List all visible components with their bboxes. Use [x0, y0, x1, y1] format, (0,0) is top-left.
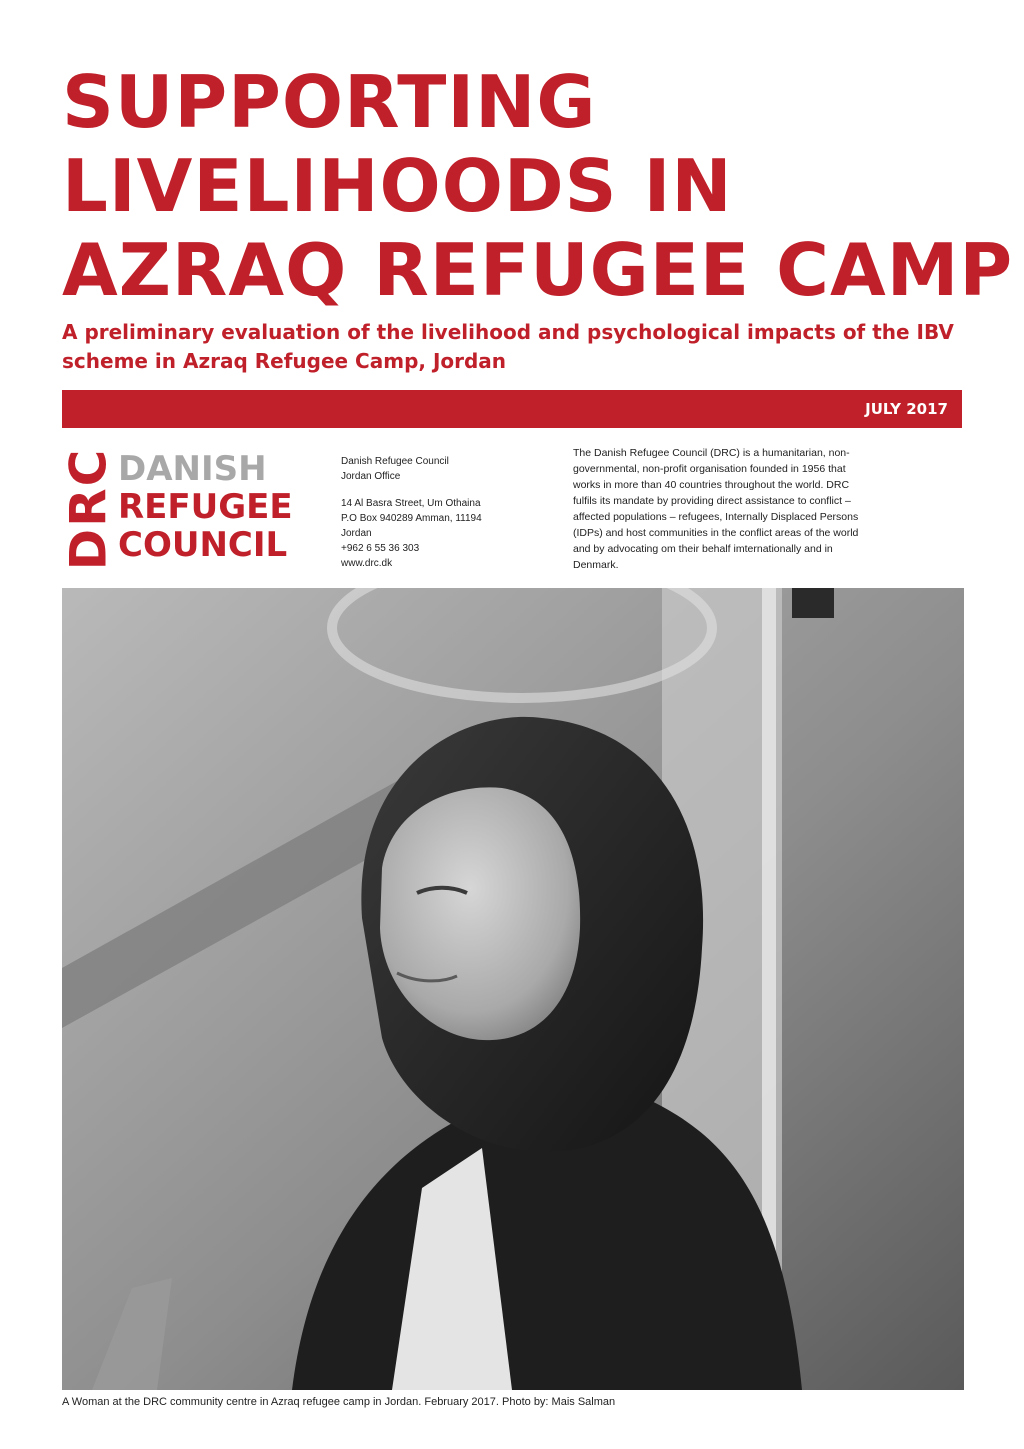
contact-phone: +962 6 55 36 303	[341, 543, 420, 554]
cover-photo-illustration	[62, 588, 964, 1390]
about-line: Denmark.	[573, 559, 619, 571]
about-line: governmental, non-profit organisation founded in 1956 that	[573, 463, 846, 475]
contact-country: Jordan	[341, 528, 372, 539]
contact-office: Jordan Office	[341, 471, 401, 482]
about-drc-paragraph	[573, 445, 965, 573]
publication-date: JULY 2017	[865, 400, 948, 418]
logo-word: REFUGEE	[118, 487, 293, 527]
subtitle-line: A preliminary evaluation of the livelihood and psychological impacts of the IBV	[62, 320, 954, 344]
title-line: AZRAQ REFUGEE CAMP	[62, 228, 1014, 312]
title-line: LIVELIHOODS IN	[62, 144, 733, 228]
date-bar	[62, 390, 962, 428]
about-line: The Danish Refugee Council (DRC) is a humanitarian, non-	[573, 447, 850, 459]
title-line: SUPPORTING	[62, 60, 597, 144]
contact-street: 14 Al Basra Street, Um Othaina	[341, 498, 481, 509]
about-line: works in more than 40 countries throughout the world. DRC	[573, 479, 850, 491]
about-line: affected populations – refugees, Internally Displaced Persons	[573, 511, 859, 523]
cover-photo	[62, 588, 964, 1390]
contact-website: www.drc.dk	[341, 558, 393, 569]
contact-block	[341, 454, 561, 571]
drc-monogram: DRC	[59, 447, 118, 571]
logo-word: COUNCIL	[118, 525, 288, 565]
about-line: (IDPs) and host communities in the conflict areas of the world	[573, 527, 859, 539]
contact-org: Danish Refugee Council	[341, 456, 449, 467]
document-title	[62, 60, 1014, 312]
drc-logo-wordmark	[118, 450, 293, 564]
drc-logo	[59, 447, 312, 571]
logo-word: DANISH	[118, 449, 267, 489]
document-subtitle	[62, 318, 972, 376]
photo-caption: A Woman at the DRC community centre in Azraq refugee camp in Jordan. February 2017. Photo by: Mais Salman	[62, 1396, 616, 1408]
subtitle-line: scheme in Azraq Refugee Camp, Jordan	[62, 349, 507, 373]
about-line: and by advocating om their behalf imternationally and in	[573, 543, 833, 555]
contact-pobox: P.O Box 940289 Amman, 11194	[341, 513, 482, 524]
about-line: fulfils its mandate by providing direct assistance to conflict –	[573, 495, 851, 507]
drc-logo-mark	[59, 447, 118, 571]
